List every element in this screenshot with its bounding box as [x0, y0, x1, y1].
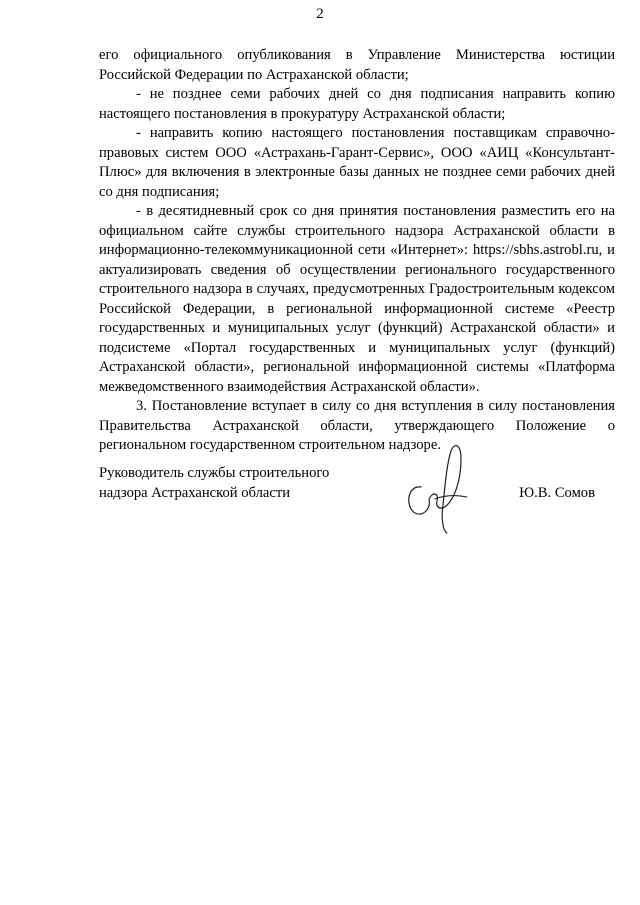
page-number: 2	[316, 6, 324, 22]
paragraph-continuation: его официального опубликования в Управление Министерства юстиции Российской Федерации по Астраханской области;	[99, 47, 615, 83]
signatory-name: Ю.В. Сомов	[519, 485, 595, 501]
handwritten-signature	[399, 435, 479, 535]
document-body	[99, 46, 615, 456]
paragraph-legal-systems-copy: - направить копию настоящего постановления поставщикам справочно-правовых систем ООО «Астрахань-Гарант-Сервис», ООО «АИЦ «Консультант-Плюс» для включения в электронные базы данных не позднее семи рабочих дней со дня подписания;	[99, 125, 615, 200]
paragraph-entry-into-force: 3. Постановление вступает в силу со дня вступления в силу постановления Правительства Астраханской области, утверждающего Положение о региональном государственном строительном надзоре.	[99, 398, 615, 453]
signature-block	[99, 463, 615, 523]
signatory-position-line-1: Руководитель службы строительного	[99, 465, 330, 481]
paragraph-prosecutor-copy: - не позднее семи рабочих дней со дня подписания направить копию настоящего постановления в прокуратуру Астраханской области;	[99, 86, 615, 122]
signatory-position	[99, 463, 329, 503]
paragraph-website-publication: - в десятидневный срок со дня принятия постановления разместить его на официальном сайте службы строительного надзора Астраханской области в информационно-телекоммуникационной сети «Интернет»: https://sbhs.astrobl.ru, и актуализировать сведения об осуществлении регионального государственного строительного надзора в случаях, предусмотренных Градостроительным кодексом Российской Федерации, в региональной информационной системе «Реестр государственных и муниципальных услуг (функций) Астраханской области» и подсистеме «Портал государственных и муниципальных услуг (функций) Астраханской области», региональной информационной системы «Платформа межведомственного взаимодействия Астраханской области».	[99, 203, 615, 395]
signatory-position-line-2: надзора Астраханской области	[99, 485, 291, 501]
